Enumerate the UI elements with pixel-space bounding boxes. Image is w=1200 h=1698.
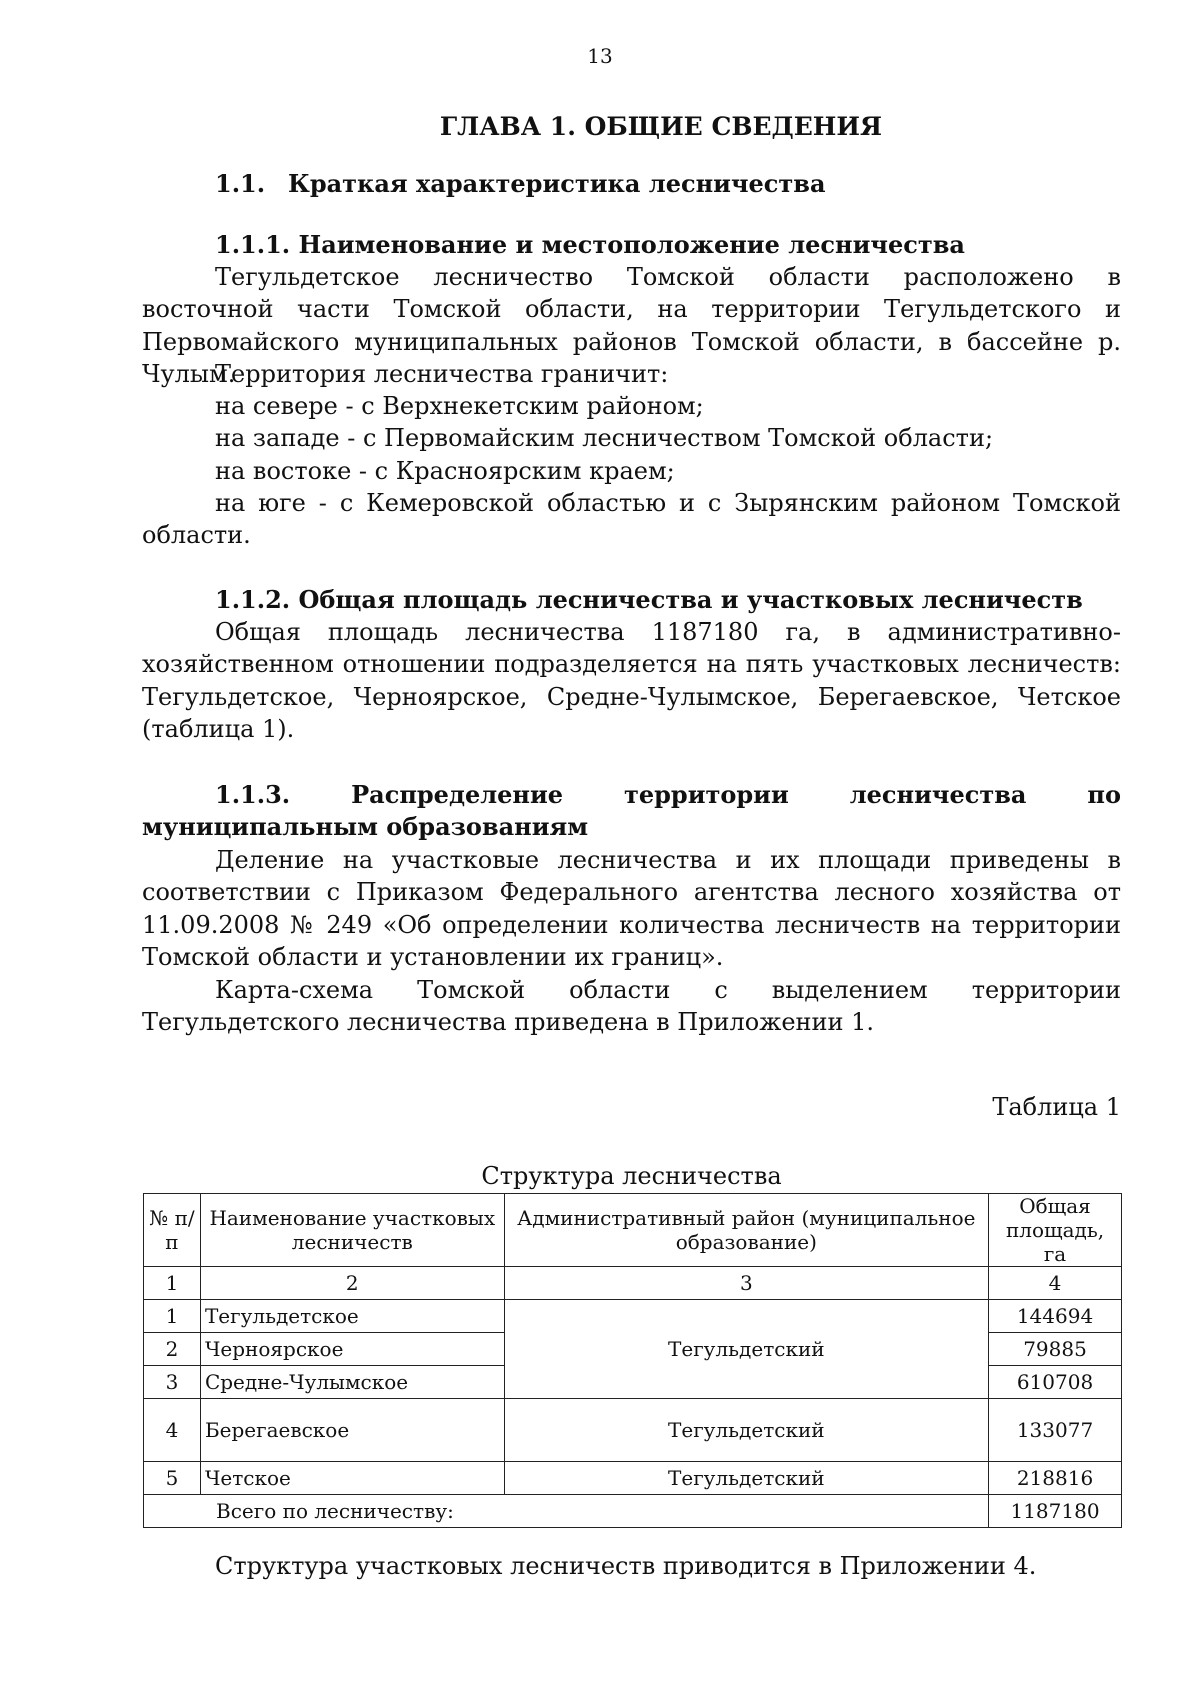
section-1-1-2-paragraph: Общая площадь лесничества 1187180 га, в административно-хозяйственном отношении подразделяется на пять участковых лесничеств: Тегульдетское, Черноярское, Средне-Чулымское, Берегаевское, Четское (таблица 1). xyxy=(142,618,1121,744)
border-south: на юге - с Кемеровской областью и с Зырянским районом Томской области. xyxy=(142,489,1121,550)
table-caption: Структура лесничества xyxy=(481,1162,782,1190)
total-value: 1187180 xyxy=(989,1495,1122,1528)
row-number: 4 xyxy=(144,1399,201,1462)
header-cell: № п/п xyxy=(144,1194,201,1267)
border-west: на западе - с Первомайским лесничеством Томской области; xyxy=(215,424,994,452)
row-number: 1 xyxy=(144,1300,201,1333)
table-label: Таблица 1 xyxy=(992,1093,1121,1121)
column-number: 1 xyxy=(144,1267,201,1300)
row-area: 610708 xyxy=(989,1366,1122,1399)
row-number: 3 xyxy=(144,1366,201,1399)
table-total-row xyxy=(144,1495,1122,1528)
border-north: на севере - с Верхнекетским районом; xyxy=(215,392,704,420)
section-1-1-1-paragraph: Тегульдетское лесничество Томской области расположено в восточной части Томской области, на территории Тегульдетского и Первомайского муниципальных районов Томской области, в бассейне р. Чулым. xyxy=(142,263,1121,389)
row-name: Черноярское xyxy=(200,1333,504,1366)
section-1-1-3-paragraph-1: Деление на участковые лесничества и их площади приведены в соответствии с Приказом Федерального агентства лесного хозяйства от 11.09.2008 № 249 «Об определении количества лесничеств на территории Томской области и установлении их границ». xyxy=(142,846,1121,972)
column-number: 2 xyxy=(200,1267,504,1300)
borders-intro: Территория лесничества граничит: xyxy=(215,360,669,388)
row-name: Тегульдетское xyxy=(200,1300,504,1333)
row-district: Тегульдетский xyxy=(504,1462,988,1495)
section-1-1-3-paragraph-2: Карта-схема Томской области с выделением территории Тегульдетского лесничества приведена в Приложении 1. xyxy=(142,976,1121,1037)
forestry-structure-table xyxy=(143,1193,1122,1528)
row-number: 5 xyxy=(144,1462,201,1495)
table-column-numbers-row xyxy=(144,1267,1122,1300)
row-area: 79885 xyxy=(989,1333,1122,1366)
table-row xyxy=(144,1399,1122,1462)
column-number: 4 xyxy=(989,1267,1122,1300)
row-area: 218816 xyxy=(989,1462,1122,1495)
section-1-1-title: Краткая характеристика лесничества xyxy=(288,169,826,198)
row-area: 144694 xyxy=(989,1300,1122,1333)
border-east: на востоке - с Красноярским краем; xyxy=(215,457,675,485)
section-1-1-heading xyxy=(215,168,1194,200)
section-1-1-3-heading: 1.1.3. Распределение территории лесничества по муниципальным образованиям xyxy=(142,780,1121,841)
after-table-note: Структура участковых лесничеств приводится в Приложении 4. xyxy=(215,1552,1037,1580)
chapter-title: ГЛАВА 1. ОБЩИЕ СВЕДЕНИЯ xyxy=(439,112,883,141)
row-name: Четское xyxy=(200,1462,504,1495)
section-1-1-1-heading: 1.1.1. Наименование и местоположение лесничества xyxy=(215,230,965,259)
page-number: 13 xyxy=(587,44,613,68)
column-number: 3 xyxy=(504,1267,988,1300)
header-cell: Общая площадь, га xyxy=(989,1194,1122,1267)
table-row xyxy=(144,1462,1122,1495)
header-cell: Административный район (муниципальное образование) xyxy=(504,1194,988,1267)
row-area: 133077 xyxy=(989,1399,1122,1462)
row-district: Тегульдетский xyxy=(504,1300,988,1399)
row-name: Средне-Чулымское xyxy=(200,1366,504,1399)
row-number: 2 xyxy=(144,1333,201,1366)
table-header-row xyxy=(144,1194,1122,1267)
row-district: Тегульдетский xyxy=(504,1399,988,1462)
row-name: Берегаевское xyxy=(200,1399,504,1462)
table-row xyxy=(144,1300,1122,1333)
section-1-1-2-heading: 1.1.2. Общая площадь лесничества и участковых лесничеств xyxy=(215,585,1083,614)
section-1-1-number: 1.1. xyxy=(215,169,266,198)
header-cell: Наименование участковых лесничеств xyxy=(200,1194,504,1267)
total-label: Всего по лесничеству: xyxy=(144,1495,989,1528)
